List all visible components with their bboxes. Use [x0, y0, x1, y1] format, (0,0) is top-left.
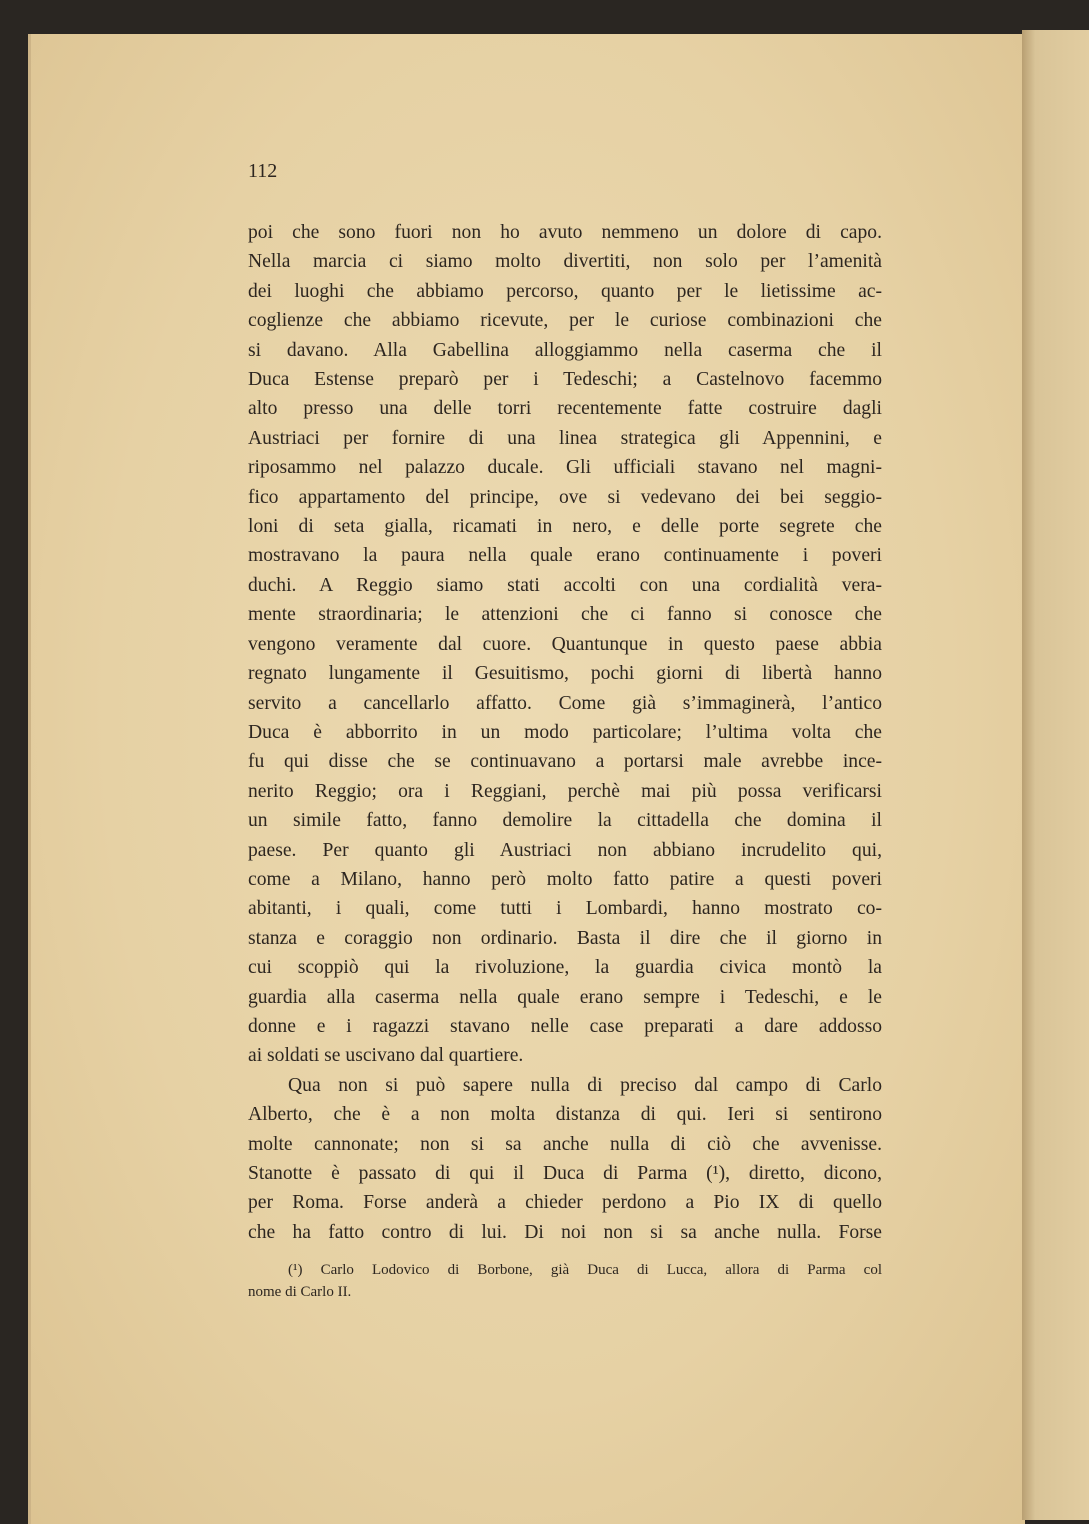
- text-line: per Roma. Forse anderà a chieder perdono a Pio IX di quello: [248, 1192, 882, 1214]
- text-line: fu qui disse che se continuavano a portarsi male avrebbe ince-: [248, 751, 882, 773]
- text-line: Qua non si può sapere nulla di preciso dal campo di Carlo: [288, 1074, 882, 1096]
- text-line: Stanotte è passato di qui il Duca di Parma (¹), diretto, dicono,: [248, 1163, 882, 1184]
- footnote: [248, 1259, 882, 1303]
- text-line: Austriaci per fornire di una linea strategica gli Appennini, e: [248, 427, 882, 449]
- text-line: stanza e coraggio non ordinario. Basta il dire che il giorno in: [248, 927, 882, 949]
- text-line: paese. Per quanto gli Austriaci non abbiano incrudelito qui,: [248, 839, 882, 861]
- text-line: alto presso una delle torri recentemente fatte costruire dagli: [248, 398, 882, 420]
- page-number: 112: [248, 160, 278, 182]
- paragraph-2: [248, 1071, 882, 1247]
- text-line: molte cannonate; non si sa anche nulla di ciò che avvenisse.: [248, 1133, 882, 1155]
- text-line: abitanti, i quali, come tutti i Lombardi, hanno mostrato co-: [248, 898, 882, 920]
- text-line: Alberto, che è a non molta distanza di qui. Ieri si sentirono: [248, 1104, 882, 1126]
- text-line: riposammo nel palazzo ducale. Gli ufficiali stavano nel magni-: [248, 457, 882, 479]
- text-line: dei luoghi che abbiamo percorso, quanto per le lietissime ac-: [248, 280, 882, 302]
- text-line: guardia alla caserma nella quale erano sempre i Tedeschi, e le: [248, 986, 882, 1008]
- paragraph-1: [248, 218, 882, 1071]
- text-line: poi che sono fuori non ho avuto nemmeno un dolore di capo.: [248, 222, 882, 243]
- text-line: duchi. A Reggio siamo stati accolti con una cordialità vera-: [248, 574, 882, 596]
- body-text: [248, 218, 882, 1247]
- footnote-line: (¹) Carlo Lodovico di Borbone, già Duca di Lucca, allora di Parma col: [288, 1262, 882, 1278]
- text-line: cui scoppiò qui la rivoluzione, la guardia civica montò la: [248, 957, 882, 979]
- text-line: Duca è abborrito in un modo particolare; l’ultima volta che: [248, 721, 882, 743]
- text-line: fico appartamento del principe, ove si vedevano dei bei seggio-: [248, 486, 882, 508]
- text-line: mostravano la paura nella quale erano continuamente i poveri: [248, 545, 882, 567]
- text-line: un simile fatto, fanno demolire la cittadella che domina il: [248, 810, 882, 832]
- text-line: nerito Reggio; ora i Reggiani, perchè mai più possa verificarsi: [248, 780, 882, 802]
- text-line: mente straordinaria; le attenzioni che ci fanno si conosce che: [248, 604, 882, 626]
- text-line: regnato lungamente il Gesuitismo, pochi giorni di libertà hanno: [248, 663, 882, 685]
- text-line: donne e i ragazzi stavano nelle case preparati a dare addosso: [248, 1015, 882, 1037]
- text-line: ai soldati se uscivano dal quartiere.: [248, 1045, 524, 1067]
- text-line: Duca Estense preparò per i Tedeschi; a Castelnovo facemmo: [248, 369, 882, 391]
- text-line: vengono veramente dal cuore. Quantunque in questo paese abbia: [248, 633, 882, 655]
- text-line: come a Milano, hanno però molto fatto patire a questi poveri: [248, 868, 882, 890]
- text-line: che ha fatto contro di lui. Di noi non si sa anche nulla. Forse: [248, 1221, 882, 1243]
- text-line: loni di seta gialla, ricamati in nero, e delle porte segrete che: [248, 516, 882, 538]
- text-line: servito a cancellarlo affatto. Come già s’immaginerà, l’antico: [248, 692, 882, 714]
- text-line: si davano. Alla Gabellina alloggiammo nella caserma che il: [248, 339, 882, 361]
- text-line: Nella marcia ci siamo molto divertiti, non solo per l’amenità: [248, 251, 882, 273]
- footnote-line: nome di Carlo II.: [248, 1284, 352, 1300]
- text-line: coglienze che abbiamo ricevute, per le curiose combinazioni che: [248, 310, 882, 332]
- next-page-edge: [1022, 30, 1089, 1520]
